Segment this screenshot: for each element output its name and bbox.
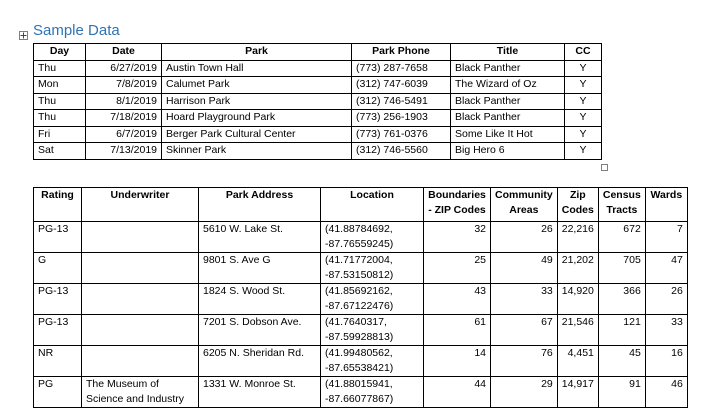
table-row xyxy=(34,77,602,94)
cell-title: Black Panther xyxy=(451,110,565,127)
cell-census-tracts: 91 xyxy=(598,377,645,408)
cell-community-areas: 76 xyxy=(491,346,558,377)
column-header-zip-codes: Zip Codes xyxy=(557,188,598,222)
cell-wards: 33 xyxy=(645,315,687,346)
table-row xyxy=(34,284,688,315)
cell-title: Some Like It Hot xyxy=(451,126,565,143)
cell-cc: Y xyxy=(565,143,602,160)
cell-location: (41.99480562, -87.65538421) xyxy=(321,346,424,377)
table-row xyxy=(34,315,688,346)
cell-cc: Y xyxy=(565,93,602,110)
column-header-community-areas: Community Areas xyxy=(491,188,558,222)
cell-cc: Y xyxy=(565,60,602,77)
column-header-boundaries-zip-codes: Boundaries - ZIP Codes xyxy=(424,188,491,222)
cell-cc: Y xyxy=(565,110,602,127)
cell-zip-codes: 22,216 xyxy=(557,222,598,253)
document-heading: Sample Data xyxy=(33,22,120,39)
cell-cc: Y xyxy=(565,126,602,143)
cell-day: Thu xyxy=(34,93,86,110)
cell-underwriter xyxy=(82,315,199,346)
cell-rating: PG-13 xyxy=(34,284,82,315)
park-schedule-table xyxy=(33,43,602,160)
table-row xyxy=(34,110,602,127)
cell-community-areas: 33 xyxy=(491,284,558,315)
column-header-park-phone: Park Phone xyxy=(352,44,451,61)
cell-wards: 46 xyxy=(645,377,687,408)
cell-community-areas: 67 xyxy=(491,315,558,346)
cell-wards: 26 xyxy=(645,284,687,315)
cell-boundaries-zip-codes: 25 xyxy=(424,253,491,284)
cell-census-tracts: 672 xyxy=(598,222,645,253)
table-row xyxy=(34,60,602,77)
cell-date: 8/1/2019 xyxy=(86,93,162,110)
cell-cc: Y xyxy=(565,77,602,94)
cell-census-tracts: 45 xyxy=(598,346,645,377)
cell-title: Black Panther xyxy=(451,60,565,77)
cell-underwriter xyxy=(82,346,199,377)
cell-park: Berger Park Cultural Center xyxy=(162,126,352,143)
cell-zip-codes: 4,451 xyxy=(557,346,598,377)
cell-park-phone: (773) 287-7658 xyxy=(352,60,451,77)
cell-boundaries-zip-codes: 44 xyxy=(424,377,491,408)
cell-park-phone: (312) 746-5560 xyxy=(352,143,451,160)
cell-park-address: 1331 W. Monroe St. xyxy=(199,377,321,408)
cell-community-areas: 49 xyxy=(491,253,558,284)
cell-date: 6/7/2019 xyxy=(86,126,162,143)
cell-day: Sat xyxy=(34,143,86,160)
cell-location: (41.71772004, -87.53150812) xyxy=(321,253,424,284)
table-header-row xyxy=(34,188,688,222)
cell-day: Fri xyxy=(34,126,86,143)
cell-date: 6/27/2019 xyxy=(86,60,162,77)
column-header-wards: Wards xyxy=(645,188,687,222)
cell-park: Skinner Park xyxy=(162,143,352,160)
cell-location: (41.7640317, -87.59928813) xyxy=(321,315,424,346)
cell-park: Calumet Park xyxy=(162,77,352,94)
column-header-title: Title xyxy=(451,44,565,61)
cell-underwriter xyxy=(82,253,199,284)
cell-day: Mon xyxy=(34,77,86,94)
cell-title: The Wizard of Oz xyxy=(451,77,565,94)
table-row xyxy=(34,222,688,253)
cell-park-phone: (773) 256-1903 xyxy=(352,110,451,127)
cell-park: Austin Town Hall xyxy=(162,60,352,77)
table-row xyxy=(34,93,602,110)
cell-park-phone: (312) 746-5491 xyxy=(352,93,451,110)
column-header-day: Day xyxy=(34,44,86,61)
table-row xyxy=(34,377,688,408)
cell-rating: PG-13 xyxy=(34,222,82,253)
cell-community-areas: 26 xyxy=(491,222,558,253)
column-header-park: Park xyxy=(162,44,352,61)
table-row xyxy=(34,143,602,160)
cell-wards: 7 xyxy=(645,222,687,253)
cell-park-address: 6205 N. Sheridan Rd. xyxy=(199,346,321,377)
table-row xyxy=(34,346,688,377)
cell-boundaries-zip-codes: 14 xyxy=(424,346,491,377)
cell-date: 7/18/2019 xyxy=(86,110,162,127)
cell-underwriter: The Museum of Science and Industry xyxy=(82,377,199,408)
column-header-underwriter: Underwriter xyxy=(82,188,199,222)
table-row xyxy=(34,253,688,284)
table-move-handle-icon[interactable] xyxy=(19,31,28,40)
cell-underwriter xyxy=(82,222,199,253)
cell-title: Big Hero 6 xyxy=(451,143,565,160)
cell-census-tracts: 121 xyxy=(598,315,645,346)
cell-boundaries-zip-codes: 43 xyxy=(424,284,491,315)
cell-zip-codes: 21,202 xyxy=(557,253,598,284)
table-header-row xyxy=(34,44,602,61)
column-header-cc: CC xyxy=(565,44,602,61)
cell-zip-codes: 21,546 xyxy=(557,315,598,346)
cell-park-address: 5610 W. Lake St. xyxy=(199,222,321,253)
park-details-table xyxy=(33,187,688,408)
cell-zip-codes: 14,917 xyxy=(557,377,598,408)
cell-rating: PG xyxy=(34,377,82,408)
cell-location: (41.88015941, -87.66077867) xyxy=(321,377,424,408)
column-header-date: Date xyxy=(86,44,162,61)
cell-park-address: 7201 S. Dobson Ave. xyxy=(199,315,321,346)
column-header-park-address: Park Address xyxy=(199,188,321,222)
cell-title: Black Panther xyxy=(451,93,565,110)
column-header-rating: Rating xyxy=(34,188,82,222)
cell-park-phone: (312) 747-6039 xyxy=(352,77,451,94)
cell-community-areas: 29 xyxy=(491,377,558,408)
cell-park-address: 1824 S. Wood St. xyxy=(199,284,321,315)
cell-zip-codes: 14,920 xyxy=(557,284,598,315)
cell-census-tracts: 705 xyxy=(598,253,645,284)
table-row xyxy=(34,126,602,143)
cell-location: (41.88784692, -87.76559245) xyxy=(321,222,424,253)
cell-boundaries-zip-codes: 61 xyxy=(424,315,491,346)
cell-wards: 16 xyxy=(645,346,687,377)
column-header-census-tracts: Census Tracts xyxy=(598,188,645,222)
table-resize-handle-icon[interactable] xyxy=(601,164,608,171)
cell-census-tracts: 366 xyxy=(598,284,645,315)
cell-wards: 47 xyxy=(645,253,687,284)
cell-location: (41.85692162, -87.67122476) xyxy=(321,284,424,315)
cell-rating: NR xyxy=(34,346,82,377)
cell-day: Thu xyxy=(34,60,86,77)
cell-boundaries-zip-codes: 32 xyxy=(424,222,491,253)
cell-underwriter xyxy=(82,284,199,315)
cell-park-phone: (773) 761-0376 xyxy=(352,126,451,143)
cell-day: Thu xyxy=(34,110,86,127)
cell-rating: PG-13 xyxy=(34,315,82,346)
cell-park: Hoard Playground Park xyxy=(162,110,352,127)
cell-date: 7/13/2019 xyxy=(86,143,162,160)
cell-date: 7/8/2019 xyxy=(86,77,162,94)
cell-park: Harrison Park xyxy=(162,93,352,110)
cell-rating: G xyxy=(34,253,82,284)
cell-park-address: 9801 S. Ave G xyxy=(199,253,321,284)
column-header-location: Location xyxy=(321,188,424,222)
